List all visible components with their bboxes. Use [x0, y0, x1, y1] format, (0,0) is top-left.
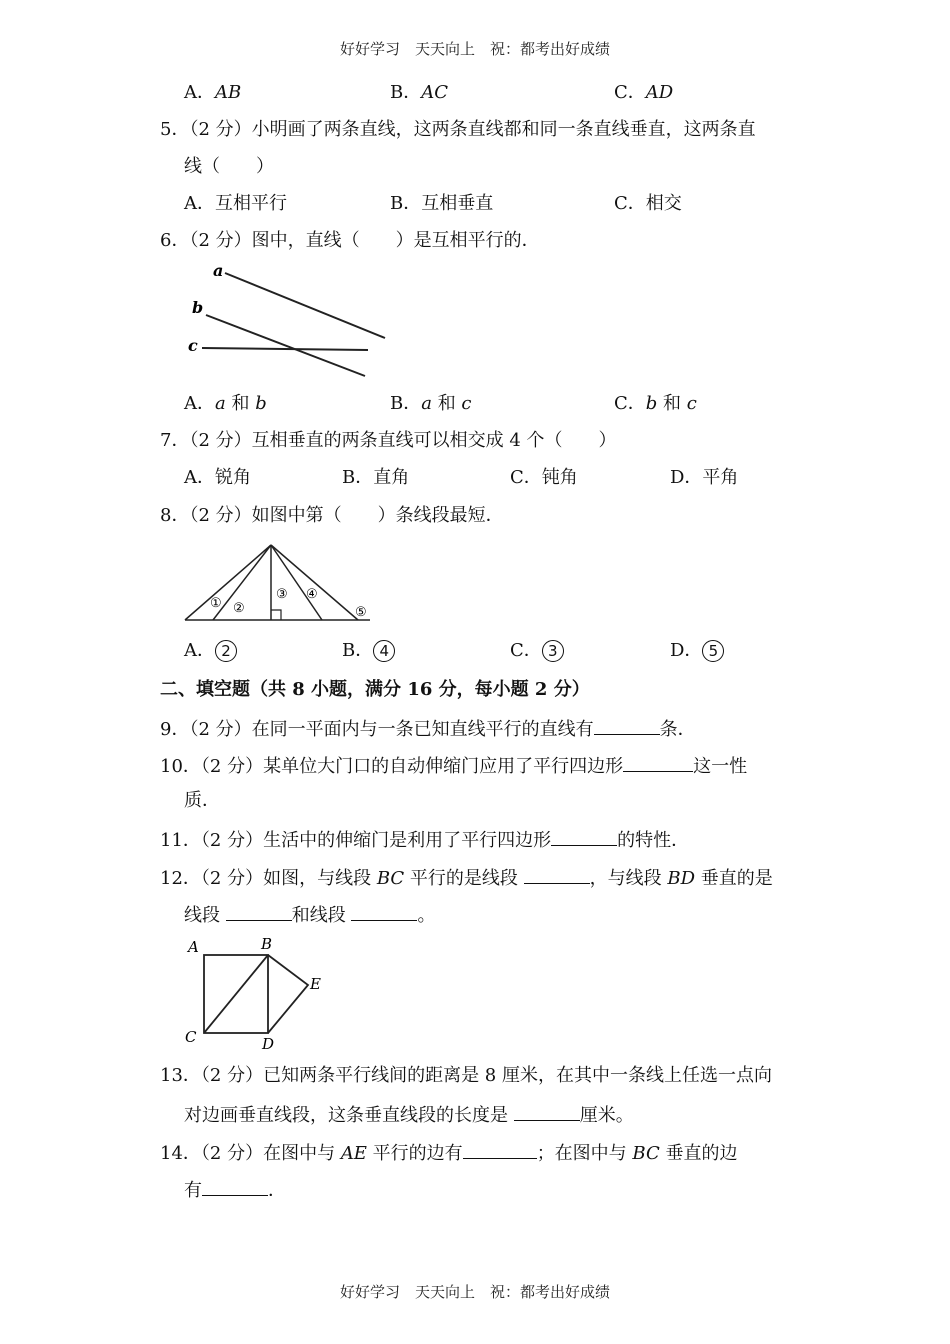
- circled-number: 3: [542, 640, 564, 662]
- q8-option-a[interactable]: A． 2: [184, 640, 237, 662]
- q8-option-c[interactable]: C． 3: [510, 640, 564, 662]
- q13-line2: 对边画垂直线段，这条垂直线段的长度是 厘米。: [184, 1102, 634, 1127]
- q12-label-a: A: [188, 938, 199, 956]
- q7-option-b[interactable]: B．直角: [342, 467, 410, 488]
- q6-line-c: [202, 348, 368, 350]
- q14-answer-blank-1[interactable]: [463, 1140, 537, 1159]
- q8-label-2: ②: [233, 601, 245, 616]
- q12-square-figure: [180, 935, 330, 1057]
- q10-answer-blank[interactable]: [623, 753, 693, 772]
- q11-line: 11．（2 分）生活中的伸缩门是利用了平行四边形 的特性．: [160, 827, 689, 852]
- q9-answer-blank[interactable]: [594, 716, 660, 735]
- q7-option-c[interactable]: C．钝角: [510, 467, 578, 488]
- q8-label-3: ③: [276, 587, 288, 602]
- q6-option-a[interactable]: A．a 和 b: [184, 393, 267, 414]
- q8-label-5: ⑤: [355, 605, 367, 620]
- q6-label-a: a: [213, 261, 224, 280]
- q5-text-line2: 线（ ）: [184, 156, 274, 177]
- q5-option-a[interactable]: A．互相平行: [184, 193, 287, 214]
- section-2-title: 二、填空题（共 8 小题，满分 16 分，每小题 2 分）: [160, 679, 590, 700]
- q6-line-b: [206, 315, 365, 376]
- q8-option-b[interactable]: B． 4: [342, 640, 395, 662]
- q9-line: 9．（2 分）在同一平面内与一条已知直线平行的直线有 条．: [160, 716, 696, 741]
- q7-text: 7．（2 分）互相垂直的两条直线可以相交成 4 个（ ）: [160, 430, 617, 451]
- q11-answer-blank[interactable]: [551, 827, 617, 846]
- q7-option-d[interactable]: D．平角: [670, 467, 739, 488]
- q7-option-a[interactable]: A．锐角: [184, 467, 251, 488]
- q8-label-1: ①: [210, 596, 222, 611]
- q10-line2: 质．: [184, 790, 220, 811]
- q6-label-b: b: [192, 298, 204, 317]
- q14-line2: 有 ．: [184, 1177, 286, 1202]
- q6-label-c: c: [188, 336, 198, 355]
- q6-line-a: [225, 273, 385, 338]
- q13-line1: 13．（2 分）已知两条平行线间的距离是 8 厘米，在其中一条线上任选一点向: [160, 1065, 772, 1086]
- page-footer: 好好学习 天天向上 祝：都考出好成绩: [339, 1283, 610, 1301]
- q12-label-b: B: [261, 935, 273, 953]
- q12-label-e: E: [310, 975, 321, 993]
- q4-option-a[interactable]: A．AB: [184, 82, 242, 103]
- circled-number: 4: [373, 640, 395, 662]
- q8-segment-1: [185, 545, 271, 620]
- q13-answer-blank[interactable]: [514, 1102, 580, 1121]
- q12-line2: 线段 和线段 。: [184, 902, 435, 927]
- q12-diagonal-bc: [204, 955, 268, 1033]
- q12-label-d: D: [262, 1035, 275, 1053]
- q6-lines-figure: [180, 258, 400, 388]
- q10-line1: 10．（2 分）某单位大门口的自动伸缩门应用了平行四边形 这一性: [160, 753, 747, 778]
- q8-triangle-figure: [180, 540, 380, 630]
- q12-line1: 12．（2 分）如图，与线段 BC 平行的是线段 ，与线段 BD 垂直的是: [160, 865, 773, 890]
- q6-option-c[interactable]: C．b 和 c: [614, 393, 697, 414]
- q14-line1: 14．（2 分）在图中与 AE 平行的边有 ；在图中与 BC 垂直的边: [160, 1140, 738, 1165]
- q5-option-c[interactable]: C．相交: [614, 193, 682, 214]
- q6-text: 6．（2 分）图中，直线（ ）是互相平行的．: [160, 230, 540, 251]
- q12-answer-blank-2[interactable]: [226, 902, 292, 921]
- q8-label-4: ④: [306, 587, 318, 602]
- circled-number: 2: [215, 640, 237, 662]
- q4-option-c[interactable]: C．AD: [614, 82, 674, 103]
- q12-answer-blank-3[interactable]: [351, 902, 417, 921]
- q12-label-c: C: [185, 1028, 197, 1046]
- q8-text: 8．（2 分）如图中第（ ）条线段最短．: [160, 505, 504, 526]
- q5-text-line1: 5．（2 分）小明画了两条直线，这两条直线都和同一条直线垂直，这两条直: [160, 119, 756, 140]
- q6-option-b[interactable]: B．a 和 c: [390, 393, 472, 414]
- q8-right-angle-mark: [271, 610, 281, 620]
- circled-number: 5: [702, 640, 724, 662]
- q12-triangle-bed: [268, 955, 308, 1033]
- q4-option-b[interactable]: B．AC: [390, 82, 449, 103]
- q5-option-b[interactable]: B．互相垂直: [390, 193, 494, 214]
- q12-answer-blank-1[interactable]: [524, 865, 590, 884]
- q8-option-d[interactable]: D． 5: [670, 640, 724, 662]
- q14-answer-blank-2[interactable]: [202, 1177, 268, 1196]
- page-header: 好好学习 天天向上 祝：都考出好成绩: [339, 40, 610, 58]
